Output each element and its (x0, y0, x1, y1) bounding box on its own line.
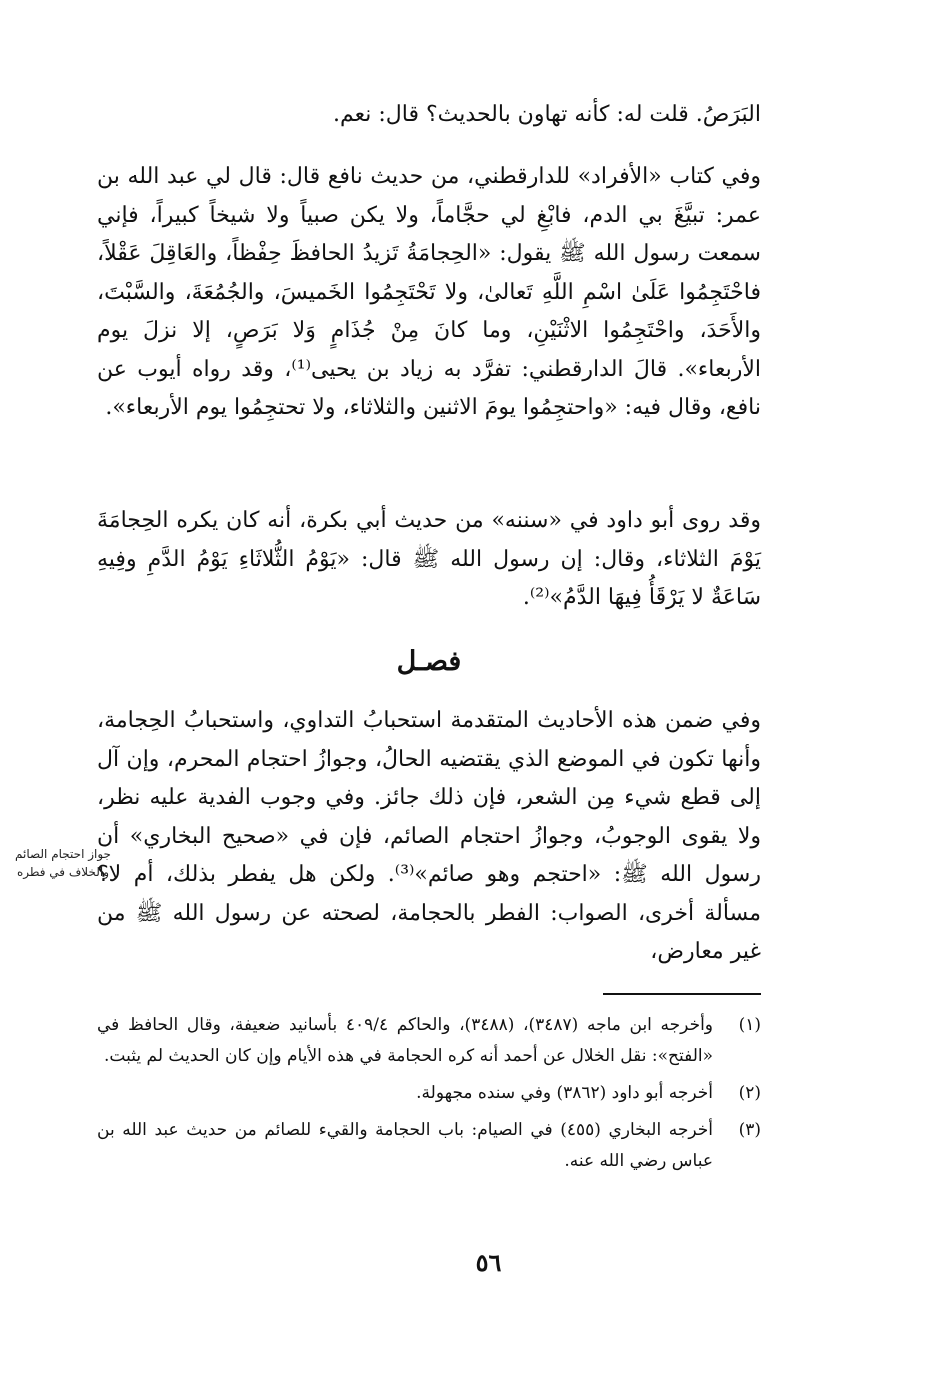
paragraph-opening: البَرَصُ. قلت له: كأنه تهاون بالحديث؟ قال: نعم. (333, 102, 761, 127)
margin-note (2, 845, 124, 881)
footnote-text: أخرجه أبو داود (٣٨٦٢) وفي سنده مجهولة. (416, 1083, 713, 1103)
footnotes (97, 1010, 761, 1183)
margin-note-line-2: والخلاف في فطره (17, 865, 109, 879)
footnote-item (97, 1078, 761, 1109)
paragraph-section-body: وفي ضمن هذه الأحاديث المتقدمة استحبابُ التداوي، واستحبابُ الحِجامة، وأنها تكون في الموضع الذي يقتضيه الحالُ، وجوازُ احتجام المحرم، وإن آل إلى قطع شيء مِن الشعر، فإن ذلك جائز. وفي وجوب الفدية عليه نظر، ولا يقوى الوجوبُ، وجوازُ احتجام الصائم، فإن في «صحيح البخاري» أن رسول الله ﷺ: «احتجم وهو صائم»⁽³⁾. ولكن هل يفطر بذلك، أم لا؟ مسألة أخرى، الصواب: الفطر بالحجامة، لصحته عن رسول الله ﷺ من غير معارض، (97, 708, 762, 964)
page-number: ٥٦ (475, 1248, 502, 1277)
paragraph-afrad-hadith: وفي كتاب «الأفراد» للدارقطني، من حديث نافع قال: قال لي عبد الله بن عمر: تبيَّغَ بي الدم، فابْغِ لي حجَّاماً، ولا يكن صبياً ولا شيخاً كبيراً، فإني سمعت رسول الله ﷺ يقول: «الحِجامَةُ تَزيدُ الحافظَ حِفْظاً، والعَاقِلَ عَقْلاً، فاحْتَجِمُوا عَلَىٰ اسْمِ اللَّهِ تَعالىٰ، ولا تَحْتَجِمُوا الخَميسَ، والجُمُعَةَ، والسَّبْتَ، والأَحَدَ، واحْتَجِمُوا الاثْنَيْنِ، وما كانَ مِنْ جُذَامٍ وَلا بَرَصٍ، إلا نزلَ يوم الأربعاء». قالَ الدارقطني: تفرَّد به زياد بن يحيى⁽¹⁾، وقد رواه أيوب عن نافع، وقال فيه: «واحتجِمُوا يومَ الاثنين والثلاثاء، ولا تحتجِمُوا يوم الأربعاء». (97, 164, 762, 420)
footnote-text: وأخرجه ابن ماجه (٣٤٨٧)، (٣٤٨٨)، والحاكم ٤٠٩/٤ بأسانيد ضعيفة، وقال الحافظ في «الفتح»: نقل الخلال عن أحمد أنه كره الحجامة في هذه الأيام وإن كان الحديث لم يثبت. (97, 1015, 714, 1066)
footnote-item (97, 1010, 761, 1072)
footnote-number: (١) (738, 1015, 761, 1035)
footnote-number: (٢) (738, 1083, 761, 1103)
paragraph-abu-dawud-hadith: وقد روى أبو داود في «سننه» من حديث أبي بكرة، أنه كان يكره الحِجامَةَ يَوْمَ الثلاثاء، وقال: إن رسول الله ﷺ قال: «يَوْمُ الثُّلاثَاءِ يَوْمُ الدَّمِ وفِيهِ سَاعَةٌ لا يَرْقَأُ فِيهَا الدَّمُ»⁽²⁾. (97, 508, 761, 610)
footnote-item (97, 1115, 761, 1177)
footnote-text: أخرجه البخاري (٤٥٥) في الصيام: باب الحجامة والقيء للصائم من حديث عبد الله بن عباس رضي الله عنه. (97, 1120, 713, 1171)
footnote-number: (٣) (738, 1120, 761, 1140)
section-heading: فصـل (396, 646, 462, 677)
margin-note-line-1: جواز احتجام الصائم (15, 847, 111, 861)
footnote-separator (603, 993, 761, 995)
